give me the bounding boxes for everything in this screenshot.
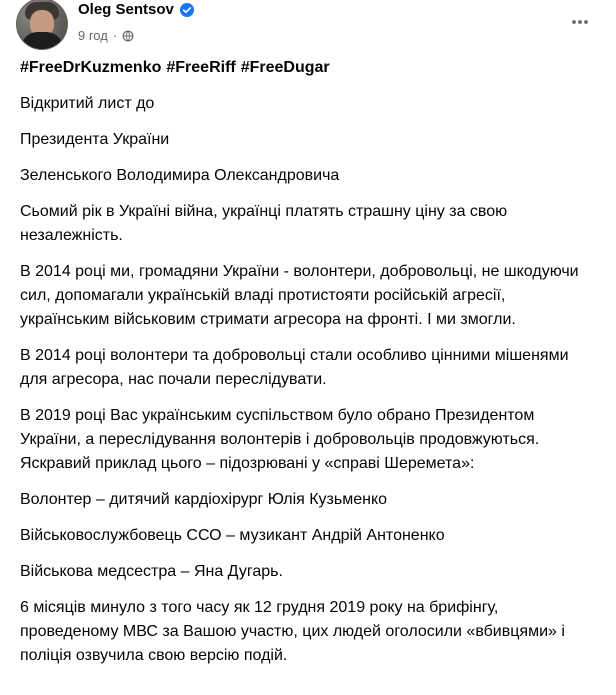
more-horizontal-icon [570, 12, 590, 32]
avatar-shirt [21, 32, 63, 50]
post-paragraph: Волонтер – дитячий кардіохірург Юлія Кузьменко [20, 491, 388, 508]
post-paragraph: Сьомий рік в Україні війна, українці платять страшну ціну за свою незалежність. [20, 203, 512, 244]
verified-badge-icon [180, 3, 194, 17]
post-meta-row [78, 27, 134, 45]
letter-heading-line-2: Президента України [20, 131, 170, 148]
author-name[interactable]: Oleg Sentsov [78, 1, 174, 18]
post-paragraph: В 2014 році ми, громадяни України - волонтери, добровольці, не шкодуючи сил, допомагали українській владі протистояти російській агресії, українським військовим стримати агресора на фронті. І ми змогли. [20, 263, 584, 328]
post-paragraph: 6 місяців минуло з того часу як 12 грудня 2019 року на брифінгу, проведеному МВС за Вашою участю, цих людей оголосили «вбивцями» і поліція озвучила свою версію подій. [20, 599, 570, 664]
meta-separator: · [112, 28, 118, 43]
hashtag-link[interactable]: #FreeDrKuzmenko [20, 59, 162, 76]
post-paragraph: В 2019 році Вас українським суспільством було обрано Президентом України, а переслідування волонтерів і добровольців продовжуються. Яскравий приклад цього – підозрювані у «справі Шеремета»: [20, 407, 544, 472]
post-paragraph: Військовослужбовець ССО – музикант Андрій Антоненко [20, 527, 445, 544]
author-name-row [78, 0, 194, 20]
globe-icon[interactable] [122, 30, 134, 42]
hashtag-link[interactable]: #FreeDugar [240, 59, 330, 76]
post-paragraph: Військова медсестра – Яна Дугарь. [20, 563, 283, 580]
author-avatar[interactable] [16, 0, 68, 50]
post-header [0, 0, 616, 50]
post-body [20, 56, 596, 678]
hashtag-row [20, 56, 596, 80]
post-options-button[interactable] [562, 4, 598, 40]
hashtag-link[interactable]: #FreeRiff [166, 59, 236, 76]
letter-heading-line-3: Зеленського Володимира Олександровича [20, 167, 340, 184]
letter-heading-line-1: Відкритий лист до [20, 95, 155, 112]
post-timestamp[interactable]: 9 год [78, 28, 108, 43]
post-paragraph: В 2014 році волонтери та добровольці стали особливо цінними мішенями для агресора, нас почали переслідувати. [20, 347, 573, 388]
